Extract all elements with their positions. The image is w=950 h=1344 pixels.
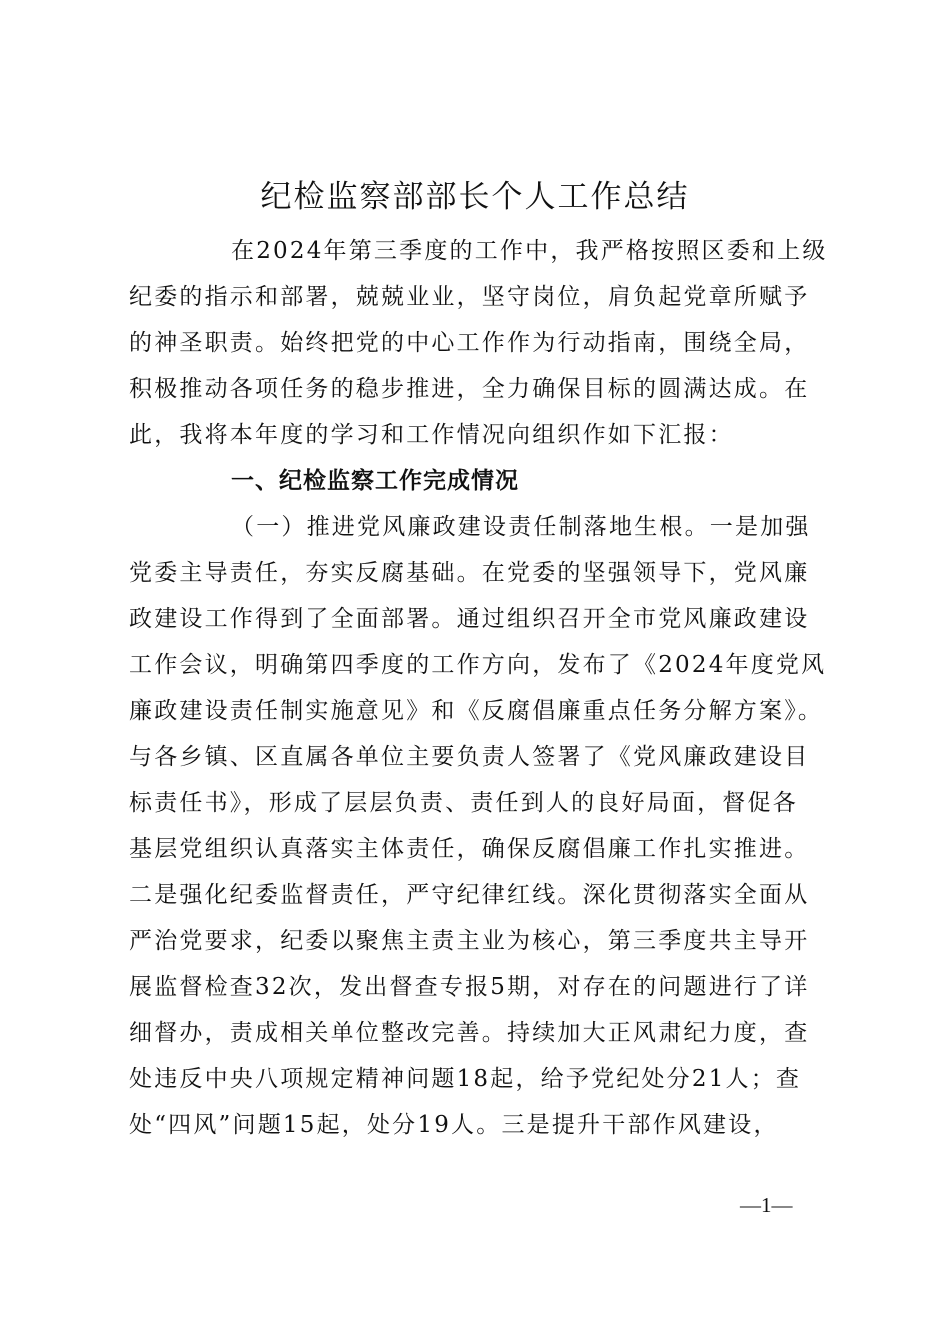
body-line: 二是强化纪委监督责任，严守纪律红线。深化贯彻落实全面从	[129, 882, 810, 908]
body-line: 党委主导责任，夯实反腐基础。在党委的坚强领导下，党风廉	[129, 560, 810, 586]
section-heading: 一、纪检监察工作完成情况	[231, 468, 519, 494]
body-line: 在2024年第三季度的工作中，我严格按照区委和上级	[231, 238, 828, 264]
body-line: 处违反中央八项规定精神问题18起，给予党纪处分21人；查	[129, 1066, 802, 1092]
body-line: 工作会议，明确第四季度的工作方向，发布了《2024年度党风	[129, 652, 827, 678]
body-line: 纪委的指示和部署，兢兢业业，坚守岗位，肩负起党章所赋予	[129, 284, 810, 310]
page-number: —1—	[740, 1193, 793, 1217]
body-line: 展监督检查32次，发出督查专报5期，对存在的问题进行了详	[129, 974, 810, 1000]
document-body	[129, 228, 829, 1148]
body-line: 积极推动各项任务的稳步推进，全力确保目标的圆满达成。在	[129, 376, 810, 402]
body-line: 此，我将本年度的学习和工作情况向组织作如下汇报：	[129, 422, 734, 448]
body-line: 廉政建设责任制实施意见》和《反腐倡廉重点任务分解方案》。	[129, 698, 824, 724]
body-line: 标责任书》，形成了层层负责、责任到人的良好局面，督促各	[129, 790, 798, 816]
body-line: 政建设工作得到了全面部署。通过组织召开全市党风廉政建设	[129, 606, 810, 632]
body-line: 与各乡镇、区直属各单位主要负责人签署了《党风廉政建设目	[129, 744, 810, 770]
body-line: 的神圣职责。始终把党的中心工作作为行动指南，围绕全局，	[129, 330, 810, 356]
document-title: 纪检监察部部长个人工作总结	[260, 179, 690, 215]
body-line: 严治党要求，纪委以聚焦主责主业为核心，第三季度共主导开	[129, 928, 810, 954]
body-line: 处“四风”问题15起，处分19人。三是提升干部作风建设，	[129, 1112, 779, 1138]
body-line: （一）推进党风廉政建设责任制落地生根。一是加强	[231, 514, 811, 540]
body-line: 基层党组织认真落实主体责任，确保反腐倡廉工作扎实推进。	[129, 836, 810, 862]
body-line: 细督办，责成相关单位整改完善。持续加大正风肃纪力度，查	[129, 1020, 810, 1046]
